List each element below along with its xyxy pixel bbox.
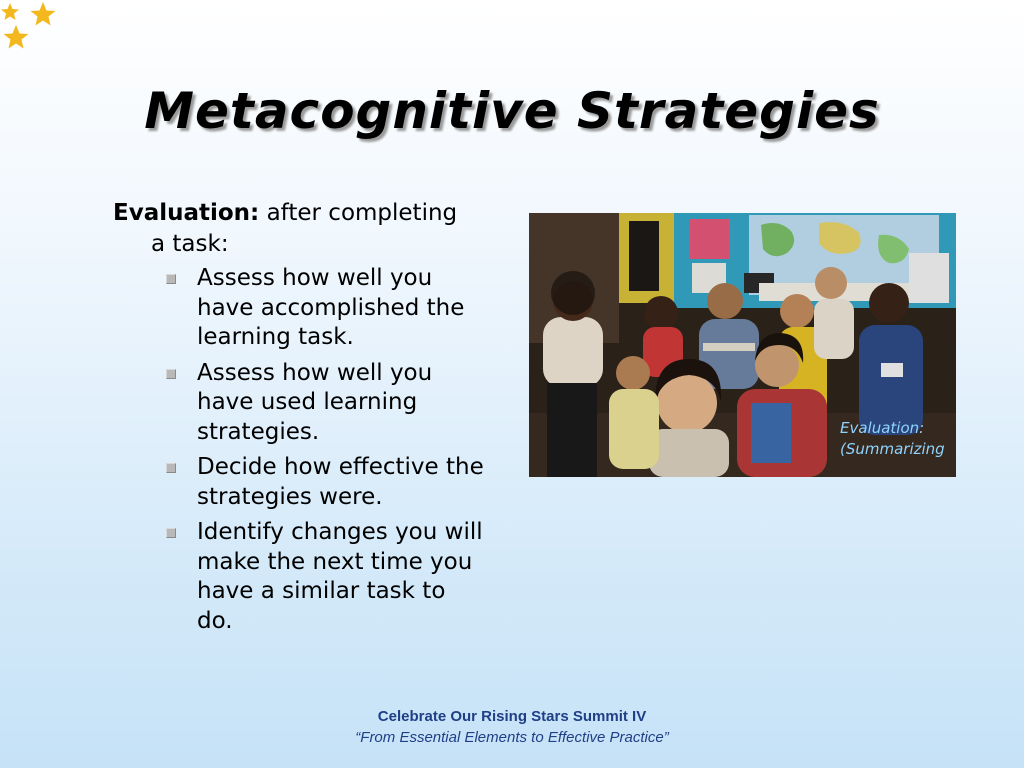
- bullet-text: Assess how well you have used learning strategies.: [197, 359, 433, 445]
- square-bullet-icon: [166, 528, 176, 538]
- photo-caption-line1: Evaluation:: [840, 419, 925, 437]
- slide-body: [113, 198, 513, 642]
- bullet-text: Identify changes you will make the next time you have a similar task to do.: [197, 519, 483, 634]
- list-item: [113, 359, 487, 448]
- footer-event-name: Celebrate Our Rising Stars Summit IV: [377, 708, 647, 725]
- classroom-photo: [529, 213, 956, 477]
- list-item: [113, 453, 487, 512]
- slide-footer: [0, 706, 1024, 748]
- square-bullet-icon: [166, 274, 176, 284]
- square-bullet-icon: [166, 463, 176, 473]
- list-item: [113, 264, 487, 353]
- bullet-text: Assess how well you have accomplished the learning task.: [197, 265, 465, 350]
- slide-title: Metacognitive Strategies: [144, 82, 880, 140]
- lead-term: Evaluation:: [113, 200, 260, 226]
- lead-text: after completing a task:: [151, 200, 458, 257]
- list-item: [113, 518, 487, 636]
- square-bullet-icon: [166, 369, 176, 379]
- bullet-text: Decide how effective the strategies were.: [197, 454, 484, 510]
- footer-tagline: “From Essential Elements to Effective Practice”: [355, 729, 669, 746]
- lead-paragraph: [113, 198, 471, 260]
- photo-caption-line2: (Summarizing: [840, 440, 945, 458]
- bullet-list: [113, 264, 513, 636]
- stars-logo-icon: [0, 0, 70, 60]
- photo-caption: [840, 418, 945, 460]
